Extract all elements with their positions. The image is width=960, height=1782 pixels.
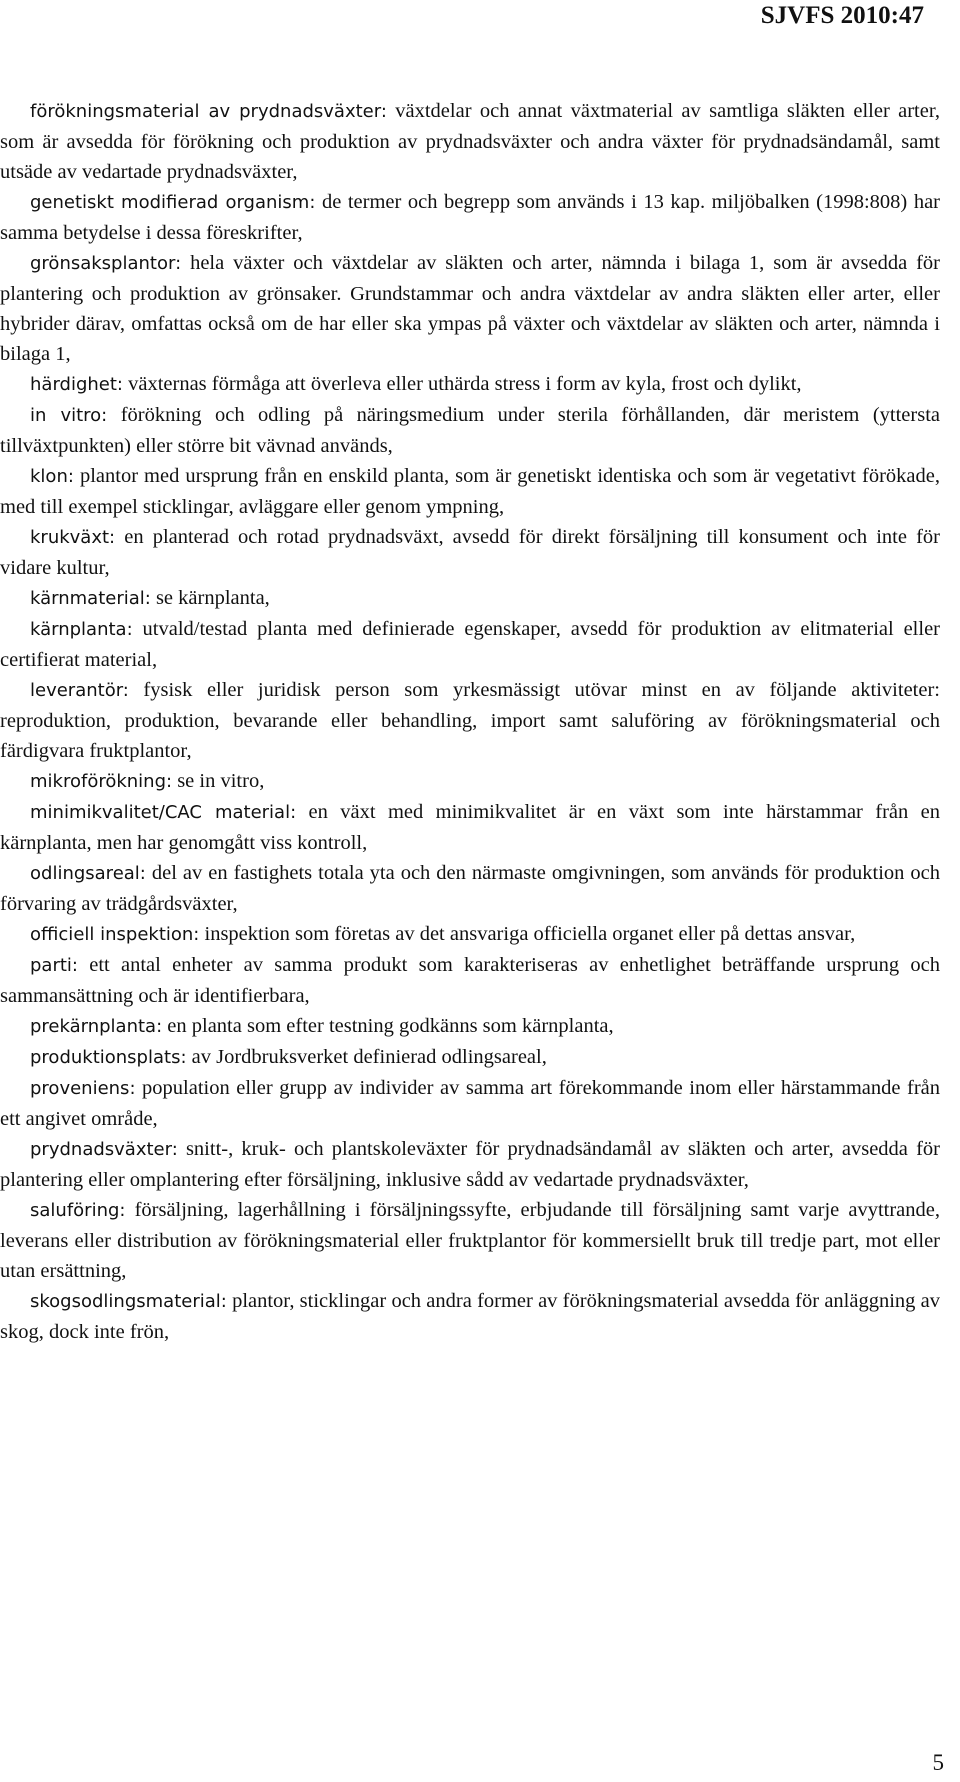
- definition-item: [0, 1011, 940, 1042]
- definition-term: prydnadsväxter:: [30, 1139, 178, 1160]
- definition-item: [0, 583, 940, 614]
- definition-item: [0, 1195, 940, 1286]
- definition-term: odlingsareal:: [30, 863, 146, 884]
- definition-text: fysisk eller juridisk person som yrkesmässigt utövar minst en av följande aktiviteter: reproduktion, produktion, bevarande eller behandling, import samt saluföring av förökningsmaterial och färdigvara fruktplantor,: [0, 679, 940, 762]
- definition-text: ett antal enheter av samma produkt som karakteriseras av enhetlighet beträffande ursprung och sammansättning och är identifierbara,: [0, 954, 940, 1007]
- definition-term: officiell inspektion:: [30, 924, 200, 945]
- definition-term: kärnplanta:: [30, 619, 133, 640]
- definition-term: skogsodlingsmaterial:: [30, 1291, 227, 1312]
- definition-item: [0, 96, 940, 187]
- definition-term: proveniens:: [30, 1078, 136, 1099]
- definition-text: av Jordbruksverket definierad odlingsareal,: [186, 1046, 547, 1068]
- definition-item: [0, 187, 940, 248]
- definition-item: [0, 950, 940, 1011]
- definition-text: förökning och odling på näringsmedium under sterila förhållanden, där meristem (yttersta tillväxtpunkten) eller större bit vävnad används,: [0, 404, 940, 457]
- definition-term: mikroförökning:: [30, 771, 173, 792]
- definition-item: [0, 522, 940, 583]
- definition-text: de termer och begrepp som används i 13 kap. miljöbalken (1998:808) har samma betydelse i dessa föreskrifter,: [0, 191, 940, 244]
- definition-text: växtdelar och annat växtmaterial av samtliga släkten eller arter, som är avsedda för förökning och produktion av prydnadsväxter och andra växter för prydnadsändamål, samt utsäde av vedartade prydnadsväxter,: [0, 100, 940, 183]
- definition-text: se in vitro,: [172, 770, 265, 792]
- definition-item: [0, 1286, 940, 1347]
- definition-item: [0, 1073, 940, 1134]
- definition-item: [0, 919, 940, 950]
- definition-term: kärnmaterial:: [30, 588, 151, 609]
- definition-text: utvald/testad planta med definierade egenskaper, avsedd för produktion av elitmaterial eller certifierat material,: [0, 618, 940, 671]
- definition-text: population eller grupp av individer av samma art förekommande inom eller härstammande från ett angivet område,: [0, 1077, 940, 1130]
- definition-term: grönsaksplantor:: [30, 253, 182, 274]
- definition-item: [0, 369, 940, 400]
- page-number: 5: [932, 1750, 944, 1775]
- definition-term: leverantör:: [30, 680, 129, 701]
- definition-term: klon:: [30, 466, 74, 487]
- definition-text: växternas förmåga att överleva eller uthärda stress i form av kyla, frost och dylikt,: [122, 373, 802, 395]
- definition-item: [0, 461, 940, 522]
- definition-text: plantor med ursprung från en enskild planta, som är genetiskt identiska och som är vegetativt förökade, med till exempel sticklingar, avläggare eller genom ympning,: [0, 465, 940, 518]
- definition-term: genetiskt modifierad organism:: [30, 192, 316, 213]
- definition-item: [0, 1134, 940, 1195]
- definition-text: del av en fastighets totala yta och den närmaste omgivningen, som används för produktion och förvaring av trädgårdsväxter,: [0, 862, 940, 915]
- definition-text: inspektion som företas av det ansvariga officiella organet eller på dettas ansvar,: [199, 923, 856, 945]
- definition-text: en växt med minimikvalitet är en växt som inte härstammar från en kärnplanta, men har genomgått viss kontroll,: [0, 801, 941, 854]
- definition-term: krukväxt:: [30, 527, 116, 548]
- definition-term: härdighet:: [30, 374, 123, 395]
- definition-text: hela växter och växtdelar av släkten och arter, nämnda i bilaga 1, som är avsedda för plantering och produktion av grönsaker. Grundstammar och andra växtdelar av andra släkten eller arter, eller hybrider därav, omfattas också om de har eller ska ympas på växter och växtdelar av släkten och arter, nämnda i bilaga 1,: [0, 252, 940, 365]
- definition-text: en planta som efter testning godkänns som kärnplanta,: [162, 1015, 614, 1037]
- definitions-list: [0, 96, 940, 1347]
- definition-item: [0, 797, 940, 858]
- definition-text: plantor, sticklingar och andra former av förökningsmaterial avsedda för anläggning av skog, dock inte frön,: [0, 1290, 940, 1343]
- definition-item: [0, 248, 940, 369]
- definition-text: en planterad och rotad prydnadsväxt, avsedd för direkt försäljning till konsument och inte för vidare kultur,: [0, 526, 940, 579]
- definition-term: produktionsplats:: [30, 1047, 187, 1068]
- definition-term: in vitro:: [30, 405, 108, 426]
- definition-term: saluföring:: [30, 1200, 126, 1221]
- definition-item: [0, 675, 940, 766]
- definition-text: snitt-, kruk- och plantskoleväxter för prydnadsändamål av släkten och arter, avsedda för plantering eller omplantering efter försäljning, inklusive sådd av vedartade prydnadsväxter,: [0, 1138, 940, 1191]
- definition-term: minimikvalitet/CAC material:: [30, 802, 297, 823]
- definition-item: [0, 1042, 940, 1073]
- document-reference: SJVFS 2010:47: [760, 2, 924, 29]
- definition-text: försäljning, lagerhållning i försäljningssyfte, erbjudande till försäljning samt varje avyttrande, leverans eller distribution av förökningsmaterial eller fruktplantor för kommersiellt bruk till tredje part, mot eller utan ersättning,: [0, 1199, 940, 1282]
- definition-text: se kärnplanta,: [150, 587, 270, 609]
- definition-item: [0, 766, 940, 797]
- definition-term: förökningsmaterial av prydnadsväxter:: [30, 101, 387, 122]
- definition-item: [0, 400, 940, 461]
- definition-term: prekärnplanta:: [30, 1016, 163, 1037]
- definition-item: [0, 614, 940, 675]
- definition-term: parti:: [30, 955, 78, 976]
- definition-item: [0, 858, 940, 919]
